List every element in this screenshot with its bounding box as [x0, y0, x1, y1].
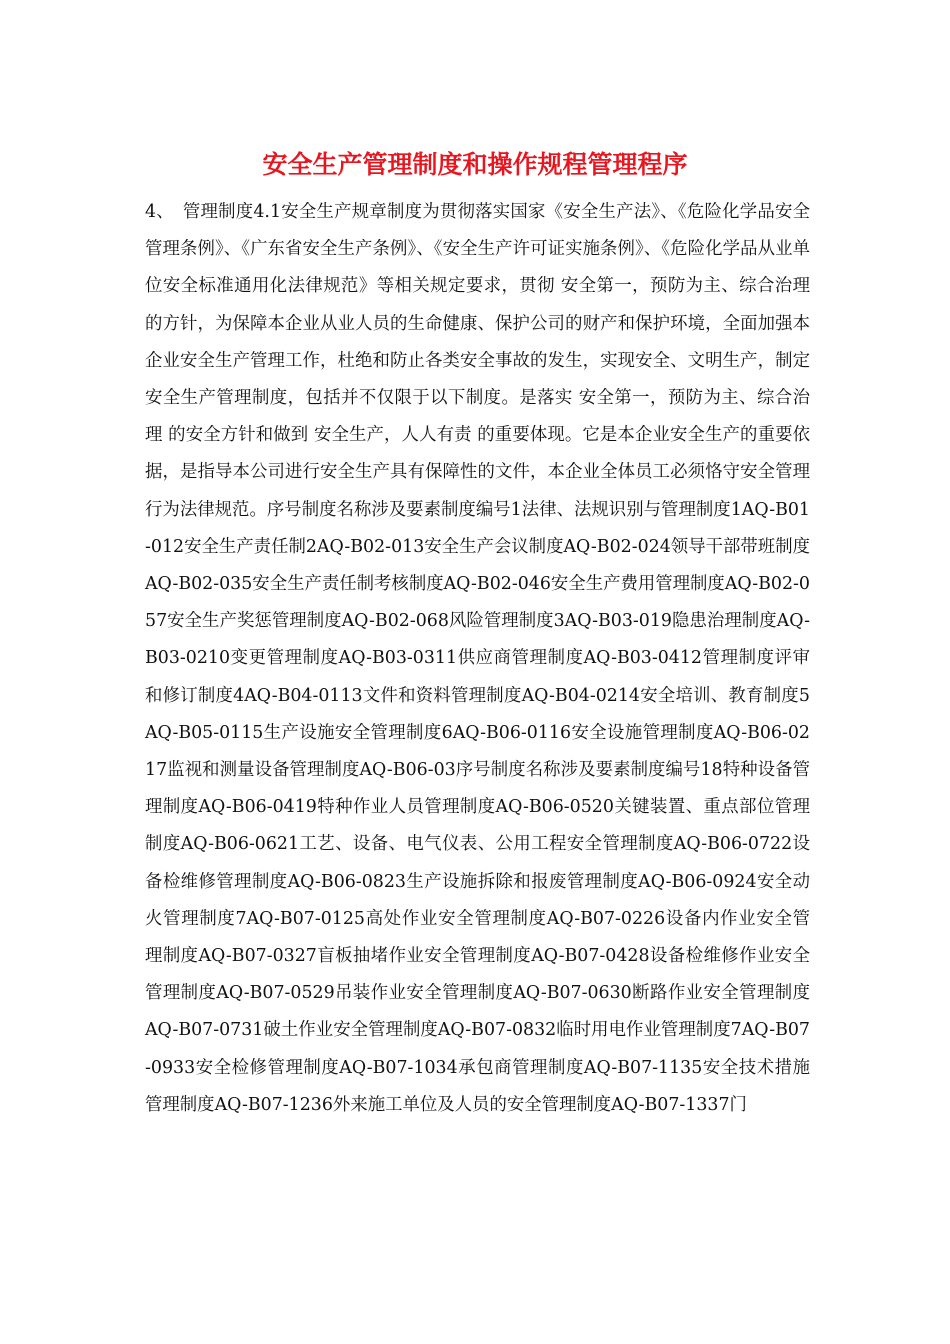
body-paragraph: 4、 管理制度4.1安全生产规章制度为贯彻落实国家《安全生产法》、《危险化学品安全管理条例》、《广东省安全生产条例》、《安全生产许可证实施条例》、《危险化学品从业单位安全标准通用化法律规范》等相关规定要求，贯彻 安全第一，预防为主、综合治理 的方针，为保障本企业从业人员的生命健康、保护公司的财产和保护环境，全面加强本企业安全生产管理工作，杜绝和防止各类安全事故的发生，实现安全、文明生产，制定安全生产管理制度，包括并不仅限于以下制度。是落实 安全第一，预防为主、综合治理 的安全方针和做到 安全生产，人人有责 的重要体现。它是本企业安全生产的重要依据，是指导本公司进行安全生产具有保障性的文件，本企业全体员工必须恪守安全管理行为法律规范。序号制度名称涉及要素制度编号1法律、法规识别与管理制度1AQ-B01-012安全生产责任制2AQ-B02-013安全生产会议制度AQ-B02-024领导干部带班制度AQ-B02-035安全生产责任制考核制度AQ-B02-046安全生产费用管理制度AQ-B02-057安全生产奖惩管理制度AQ-B02-068风险管理制度3AQ-B03-019隐患治理制度AQ-B03-0210变更管理制度AQ-B03-0311供应商管理制度AQ-B03-0412管理制度评审和修订制度4AQ-B04-0113文件和资料管理制度AQ-B04-0214安全培训、教育制度5AQ-B05-0115生产设施安全管理制度6AQ-B06-0116安全设施管理制度AQ-B06-0217监视和测量设备管理制度AQ-B06-03序号制度名称涉及要素制度编号18特种设备管理制度AQ-B06-0419特种作业人员管理制度AQ-B06-0520关键装置、重点部位管理制度AQ-B06-0621工艺、设备、电气仪表、公用工程安全管理制度AQ-B06-0722设备检维修管理制度AQ-B06-0823生产设施拆除和报废管理制度AQ-B06-0924安全动火管理制度7AQ-B07-0125高处作业安全管理制度AQ-B07-0226设备内作业安全管理制度AQ-B07-0327盲板抽堵作业安全管理制度AQ-B07-0428设备检维修作业安全管理制度AQ-B07-0529吊装作业安全管理制度AQ-B07-0630断路作业安全管理制度AQ-B07-0731破土作业安全管理制度AQ-B07-0832临时用电作业管理制度7AQ-B07-0933安全检修管理制度AQ-B07-1034承包商管理制度AQ-B07-1135安全技术措施管理制度AQ-B07-1236外来施工单位及人员的安全管理制度AQ-B07-1337门 [145, 202, 810, 1115]
page-title: 安全生产管理制度和操作规程管理程序 [262, 150, 688, 179]
